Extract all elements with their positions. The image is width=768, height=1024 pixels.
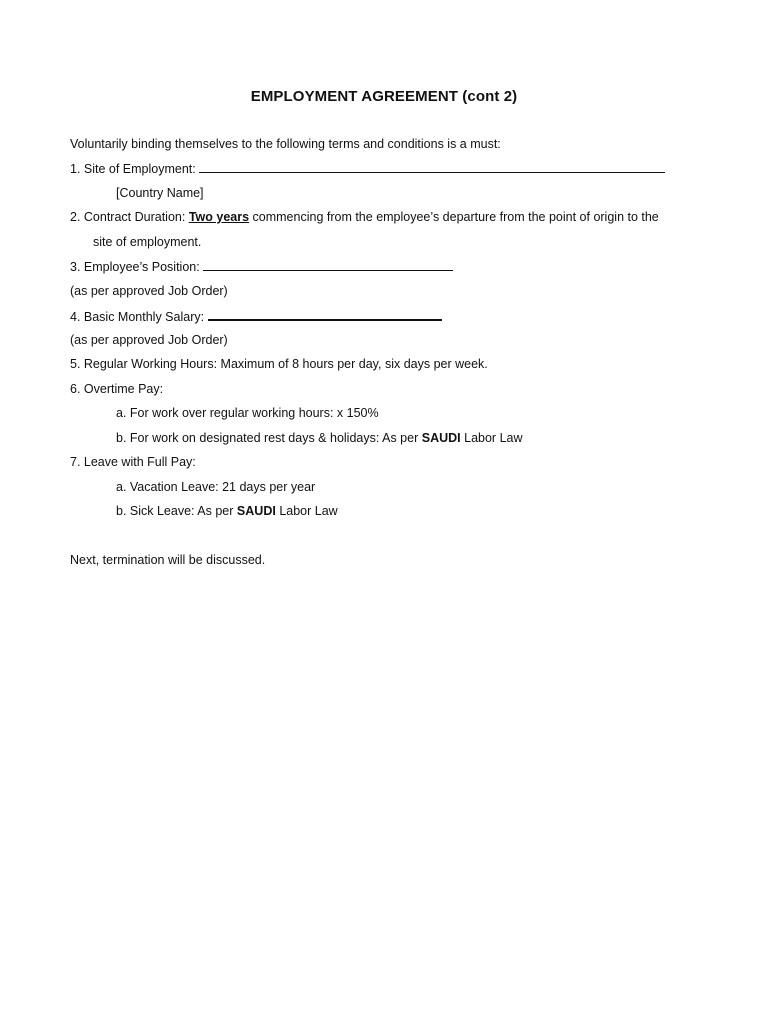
- employee-position-label: 3. Employee’s Position:: [70, 260, 200, 274]
- sick-leave-law: Labor Law: [279, 504, 338, 518]
- overtime-rest-days-country: SAUDI: [421, 431, 461, 445]
- intro-text: Voluntarily binding themselves to the following terms and conditions is a must:: [70, 137, 501, 151]
- site-of-employment-blank: [199, 160, 665, 173]
- contract-duration-text: commencing from the employee’s departure from the point of origin to the: [252, 210, 659, 224]
- site-of-employment-label: 1. Site of Employment:: [70, 162, 196, 176]
- vacation-leave: a. Vacation Leave: 21 days per year: [116, 480, 316, 494]
- sick-leave: [116, 503, 338, 519]
- overtime-rest-days-law: Labor Law: [464, 431, 523, 445]
- contract-duration-value: Two years: [188, 210, 250, 224]
- overtime-pay-label: 6. Overtime Pay:: [70, 382, 164, 396]
- employee-position-blank: [203, 258, 453, 271]
- sick-leave-text: b. Sick Leave: As per: [116, 504, 234, 518]
- overtime-regular-hours: a. For work over regular working hours: x 150%: [116, 406, 379, 420]
- contract-duration-continuation: site of employment.: [93, 235, 202, 249]
- employee-position-note: (as per approved Job Order): [70, 284, 228, 298]
- site-of-employment-line: [70, 160, 665, 177]
- basic-salary-label: 4. Basic Monthly Salary:: [70, 310, 205, 324]
- country-name-placeholder: [Country Name]: [116, 186, 204, 200]
- leave-full-pay-label: 7. Leave with Full Pay:: [70, 455, 196, 469]
- page-title: EMPLOYMENT AGREEMENT (cont 2): [250, 88, 518, 105]
- contract-duration-label: 2. Contract Duration:: [70, 210, 186, 224]
- basic-salary-note: (as per approved Job Order): [70, 333, 228, 347]
- contract-duration-line: [70, 209, 659, 225]
- basic-salary-blank: [208, 307, 442, 321]
- overtime-rest-days: [116, 430, 523, 446]
- sick-leave-country: SAUDI: [236, 504, 276, 518]
- closing-text: Next, termination will be discussed.: [70, 553, 266, 567]
- working-hours-line: 5. Regular Working Hours: Maximum of 8 hours per day, six days per week.: [70, 357, 488, 371]
- overtime-rest-days-text: b. For work on designated rest days & holidays: As per: [116, 431, 419, 445]
- basic-salary-line: [70, 307, 442, 325]
- employee-position-line: [70, 258, 453, 275]
